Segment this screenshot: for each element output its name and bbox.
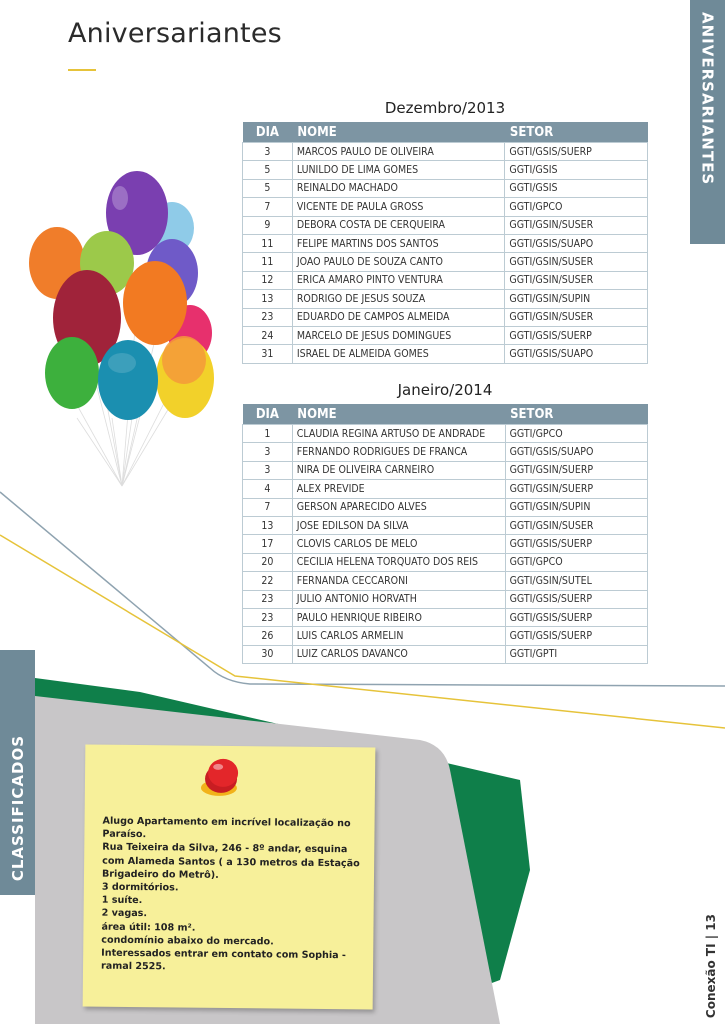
cell-setor: GGTI/GPCO: [505, 198, 648, 216]
cell-nome: LUNILDO DE LIMA GOMES: [292, 161, 505, 179]
cell-nome: ISRAEL DE ALMEIDA GOMES: [292, 345, 505, 363]
table-row: [243, 198, 648, 216]
table-row: [243, 216, 648, 234]
cell-dia: 7: [243, 498, 293, 516]
cell-setor: GGTI/GSIS/SUERP: [505, 326, 648, 344]
cell-nome: JULIO ANTONIO HORVATH: [292, 590, 505, 608]
cell-dia: 30: [243, 645, 293, 663]
cell-setor: GGTI/GSIS/SUERP: [505, 143, 648, 161]
table-row: [243, 161, 648, 179]
cell-dia: 11: [243, 253, 293, 271]
table-row: [243, 143, 648, 161]
classified-line: Brigadeiro do Metrô).: [101, 868, 219, 881]
cell-nome: CECILIA HELENA TORQUATO DOS REIS: [292, 553, 505, 571]
pushpin-icon: [197, 752, 248, 803]
cell-nome: JOAO PAULO DE SOUZA CANTO: [292, 253, 505, 271]
header-nome: NOME: [292, 122, 505, 143]
cell-setor: GGTI/GSIN/SUTEL: [505, 572, 647, 590]
cell-setor: GGTI/GSIN/SUSER: [505, 216, 648, 234]
cell-setor: GGTI/GSIS/SUAPO: [505, 443, 647, 461]
cell-nome: FERNANDO RODRIGUES DE FRANCA: [292, 443, 505, 461]
classified-line: área útil: 108 m².: [101, 921, 196, 934]
cell-nome: LUIS CARLOS ARMELIN: [292, 627, 505, 645]
header-nome: NOME: [292, 404, 505, 425]
cell-nome: MARCELO DE JESUS DOMINGUES: [292, 326, 505, 344]
caption-dezembro: Dezembro/2013: [384, 99, 506, 117]
cell-setor: GGTI/GPCO: [505, 425, 647, 443]
cell-dia: 11: [243, 234, 293, 252]
cell-dia: 12: [243, 271, 293, 289]
cell-setor: GGTI/GSIN/SUSER: [505, 253, 648, 271]
cell-setor: GGTI/GPTI: [505, 645, 647, 663]
page-footer: [700, 900, 722, 1018]
footer-label: Conexão TI | 13: [704, 913, 718, 1018]
cell-nome: LUIZ CARLOS DAVANCO: [292, 645, 505, 663]
cell-setor: GGTI/GSIN/SUSER: [505, 516, 647, 534]
cell-setor: GGTI/GSIS: [505, 161, 648, 179]
cell-dia: 23: [243, 308, 293, 326]
cell-dia: 3: [243, 143, 293, 161]
cell-nome: FELIPE MARTINS DOS SANTOS: [292, 234, 505, 252]
classified-line: condomínio abaixo do mercado.: [101, 934, 274, 948]
table-row: [243, 179, 648, 197]
cell-nome: PAULO HENRIQUE RIBEIRO: [292, 608, 505, 626]
cell-setor: GGTI/GSIS: [505, 179, 648, 197]
cell-dia: 7: [243, 198, 293, 216]
classified-line: 3 dormitórios.: [101, 881, 179, 894]
cell-dia: 26: [243, 627, 293, 645]
classified-line: 1 suíte.: [101, 894, 143, 907]
classified-line: 2 vagas.: [101, 908, 148, 920]
cell-nome: JOSE EDILSON DA SILVA: [292, 516, 505, 534]
cell-nome: DEBORA COSTA DE CERQUEIRA: [292, 216, 505, 234]
cell-setor: GGTI/GPCO: [505, 553, 647, 571]
header-setor: SETOR: [505, 122, 648, 143]
table-row: [243, 308, 648, 326]
cell-dia: 3: [243, 443, 293, 461]
cell-setor: GGTI/GSIN/SUSER: [505, 271, 648, 289]
table-row: [243, 326, 648, 344]
cell-setor: GGTI/GSIS/SUERP: [505, 590, 647, 608]
header-setor: SETOR: [505, 404, 647, 425]
cell-nome: ALEX PREVIDE: [292, 480, 505, 498]
table-row: [243, 461, 648, 479]
cell-dia: 17: [243, 535, 293, 553]
cell-nome: FERNANDA CECCARONI: [292, 572, 505, 590]
cell-setor: GGTI/GSIN/SUERP: [505, 480, 647, 498]
classified-line: ramal 2525.: [100, 960, 166, 973]
cell-dia: 4: [243, 480, 293, 498]
cell-dia: 13: [243, 290, 293, 308]
table-row: [243, 290, 648, 308]
table-header-row: [243, 122, 648, 143]
cell-setor: GGTI/GSIN/SUPIN: [505, 290, 648, 308]
classified-line: Paraíso.: [102, 828, 147, 841]
cell-dia: 23: [243, 590, 293, 608]
cell-nome: CLAUDIA REGINA ARTUSO DE ANDRADE: [292, 425, 505, 443]
cell-nome: GERSON APARECIDO ALVES: [292, 498, 505, 516]
cell-dia: 1: [243, 425, 293, 443]
header-dia: DIA: [243, 122, 293, 143]
classified-sticky-note: [83, 744, 376, 1009]
cell-dia: 24: [243, 326, 293, 344]
table-row: [243, 345, 648, 363]
cell-nome: ERICA AMARO PINTO VENTURA: [292, 271, 505, 289]
cell-dia: 23: [243, 608, 293, 626]
cell-dia: 3: [243, 461, 293, 479]
table-row: [243, 590, 648, 608]
cell-nome: RODRIGO DE JESUS SOUZA: [292, 290, 505, 308]
table-header-row: [243, 404, 648, 425]
cell-setor: GGTI/GSIN/SUSER: [505, 308, 648, 326]
cell-nome: REINALDO MACHADO: [292, 179, 505, 197]
side-tab-classificados: [0, 650, 35, 895]
table-row: [243, 553, 648, 571]
page-title: Aniversariantes: [68, 18, 282, 49]
cell-dia: 31: [243, 345, 293, 363]
title-underline: [68, 69, 96, 71]
side-tab-aniversariantes-label: ANIVERSARIANTES: [698, 12, 717, 186]
cell-setor: GGTI/GSIS/SUAPO: [505, 234, 648, 252]
classified-line: Interessados entrar em contato com Sophia -: [101, 947, 347, 962]
table-dezembro: [242, 122, 648, 364]
table-row: [243, 443, 648, 461]
header-dia: DIA: [243, 404, 293, 425]
cell-dia: 5: [243, 179, 293, 197]
cell-nome: NIRA DE OLIVEIRA CARNEIRO: [292, 461, 505, 479]
table-row: [243, 572, 648, 590]
cell-setor: GGTI/GSIS/SUERP: [505, 608, 647, 626]
cell-dia: 9: [243, 216, 293, 234]
cell-dia: 22: [243, 572, 293, 590]
classified-line: Rua Teixeira da Silva, 246 - 8º andar, esquina: [102, 842, 348, 856]
cell-dia: 13: [243, 516, 293, 534]
table-row: [243, 645, 648, 663]
cell-setor: GGTI/GSIN/SUPIN: [505, 498, 647, 516]
side-tab-classificados-label: CLASSIFICADOS: [8, 734, 27, 881]
table-row: [243, 535, 648, 553]
table-row: [243, 480, 648, 498]
table-row: [243, 516, 648, 534]
caption-janeiro: Janeiro/2014: [397, 381, 493, 399]
cell-setor: GGTI/GSIS/SUERP: [505, 627, 647, 645]
cell-dia: 20: [243, 553, 293, 571]
table-row: [243, 608, 648, 626]
table-row: [243, 271, 648, 289]
balloons-illustration: [22, 168, 222, 488]
table-row: [243, 253, 648, 271]
table-row: [243, 234, 648, 252]
table-janeiro: [242, 404, 648, 664]
classified-line: com Alameda Santos ( a 130 metros da Estação: [102, 855, 360, 869]
cell-setor: GGTI/GSIN/SUERP: [505, 461, 647, 479]
cell-nome: MARCOS PAULO DE OLIVEIRA: [292, 143, 505, 161]
cell-nome: EDUARDO DE CAMPOS ALMEIDA: [292, 308, 505, 326]
cell-nome: CLOVIS CARLOS DE MELO: [292, 535, 505, 553]
table-row: [243, 627, 648, 645]
classified-text: [101, 815, 363, 976]
table-row: [243, 498, 648, 516]
table-row: [243, 425, 648, 443]
side-tab-aniversariantes: [690, 0, 725, 244]
cell-nome: VICENTE DE PAULA GROSS: [292, 198, 505, 216]
cell-setor: GGTI/GSIS/SUAPO: [505, 345, 648, 363]
classified-line: Alugo Apartamento em incrível localização no: [102, 815, 351, 830]
cell-dia: 5: [243, 161, 293, 179]
cell-setor: GGTI/GSIS/SUERP: [505, 535, 647, 553]
